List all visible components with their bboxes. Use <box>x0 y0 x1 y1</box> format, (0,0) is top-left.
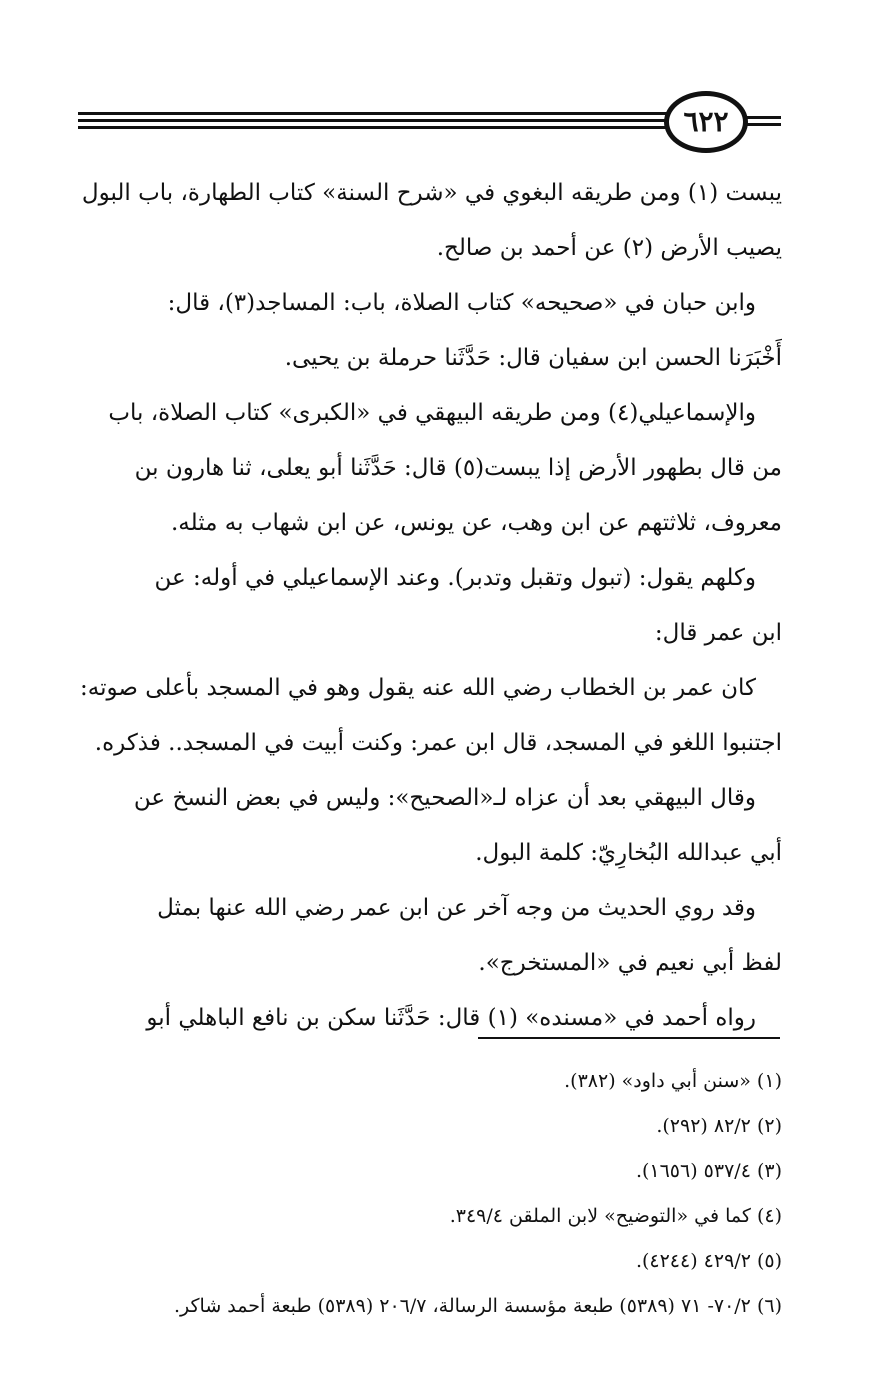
main-text <box>72 166 782 1046</box>
text-line: رواه أحمد في «مسنده» (١) قال: حَدَّثَنا سكن بن نافع الباهلي أبو <box>146 1005 756 1031</box>
text-line: يبست (١) ومن طريقه البغوي في «شرح السنة» كتاب الطهارة، باب البول <box>81 180 782 206</box>
page-number-badge <box>664 91 748 153</box>
footnote-item: (٦) ٧٠/٢- ٧١ (٥٣٨٩) طبعة مؤسسة الرسالة، ٢٠٦/٧ (٥٣٨٩) طبعة أحمد شاكر. <box>173 1295 782 1317</box>
text-line: يصيب الأرض (٢) عن أحمد بن صالح. <box>436 235 782 261</box>
text-line: وقد روي الحديث من وجه آخر عن ابن عمر رضي الله عنها بمثل <box>157 895 756 921</box>
footnotes <box>72 1059 782 1329</box>
header-rule-right-top <box>745 116 781 119</box>
page-header <box>0 0 873 170</box>
footnote-item: (٢) ٨٢/٢ (٢٩٢). <box>656 1115 782 1137</box>
text-line: ابن عمر قال: <box>654 620 782 646</box>
text-line: والإسماعيلي(٤) ومن طريقه البيهقي في «الكبرى» كتاب الصلاة، باب <box>108 400 756 426</box>
text-line: اجتنبوا اللغو في المسجد، قال ابن عمر: وكنت أبيت في المسجد.. فذكره. <box>94 730 782 756</box>
text-line: من قال بطهور الأرض إذا يبست(٥) قال: حَدَّثَنا أبو يعلى، ثنا هارون بن <box>134 455 782 481</box>
header-rule-top <box>78 112 668 115</box>
header-rule-middle <box>78 119 668 122</box>
text-line: معروف، ثلاثتهم عن ابن وهب، عن يونس، عن ابن شهاب به مثله. <box>170 510 782 536</box>
header-rule-bottom <box>78 126 668 129</box>
footnote-item: (١) «سنن أبي داود» (٣٨٢). <box>564 1070 782 1092</box>
text-line: وقال البيهقي بعد أن عزاه لـ«الصحيح»: وليس في بعض النسخ عن <box>133 785 756 811</box>
footnote-separator <box>478 1037 780 1039</box>
text-line: لفظ أبي نعيم في «المستخرج». <box>478 950 782 976</box>
footnote-item: (٥) ٤٢٩/٢ (٤٢٤٤). <box>635 1250 782 1272</box>
text-line: وكلهم يقول: (تبول وتقبل وتدبر). وعند الإسماعيلي في أوله: عن <box>154 565 756 591</box>
text-line: كان عمر بن الخطاب رضي الله عنه يقول وهو في المسجد بأعلى صوته: <box>80 675 756 701</box>
header-rule-right-bottom <box>745 123 781 126</box>
footnote-item: (٣) ٥٣٧/٤ (١٦٥٦). <box>635 1160 782 1182</box>
text-line: وابن حبان في «صحيحه» كتاب الصلاة، باب: المساجد(٣)، قال: <box>167 290 756 316</box>
text-line: أبي عبدالله البُخارِيّ: كلمة البول. <box>475 840 782 866</box>
footnote-item: (٤) كما في «التوضيح» لابن الملقن ٣٤٩/٤. <box>449 1205 782 1227</box>
text-line: أَخْبَرَنا الحسن ابن سفيان قال: حَدَّثَنا حرملة بن يحيى. <box>284 345 782 371</box>
page-number: ٦٢٢ <box>683 105 729 138</box>
